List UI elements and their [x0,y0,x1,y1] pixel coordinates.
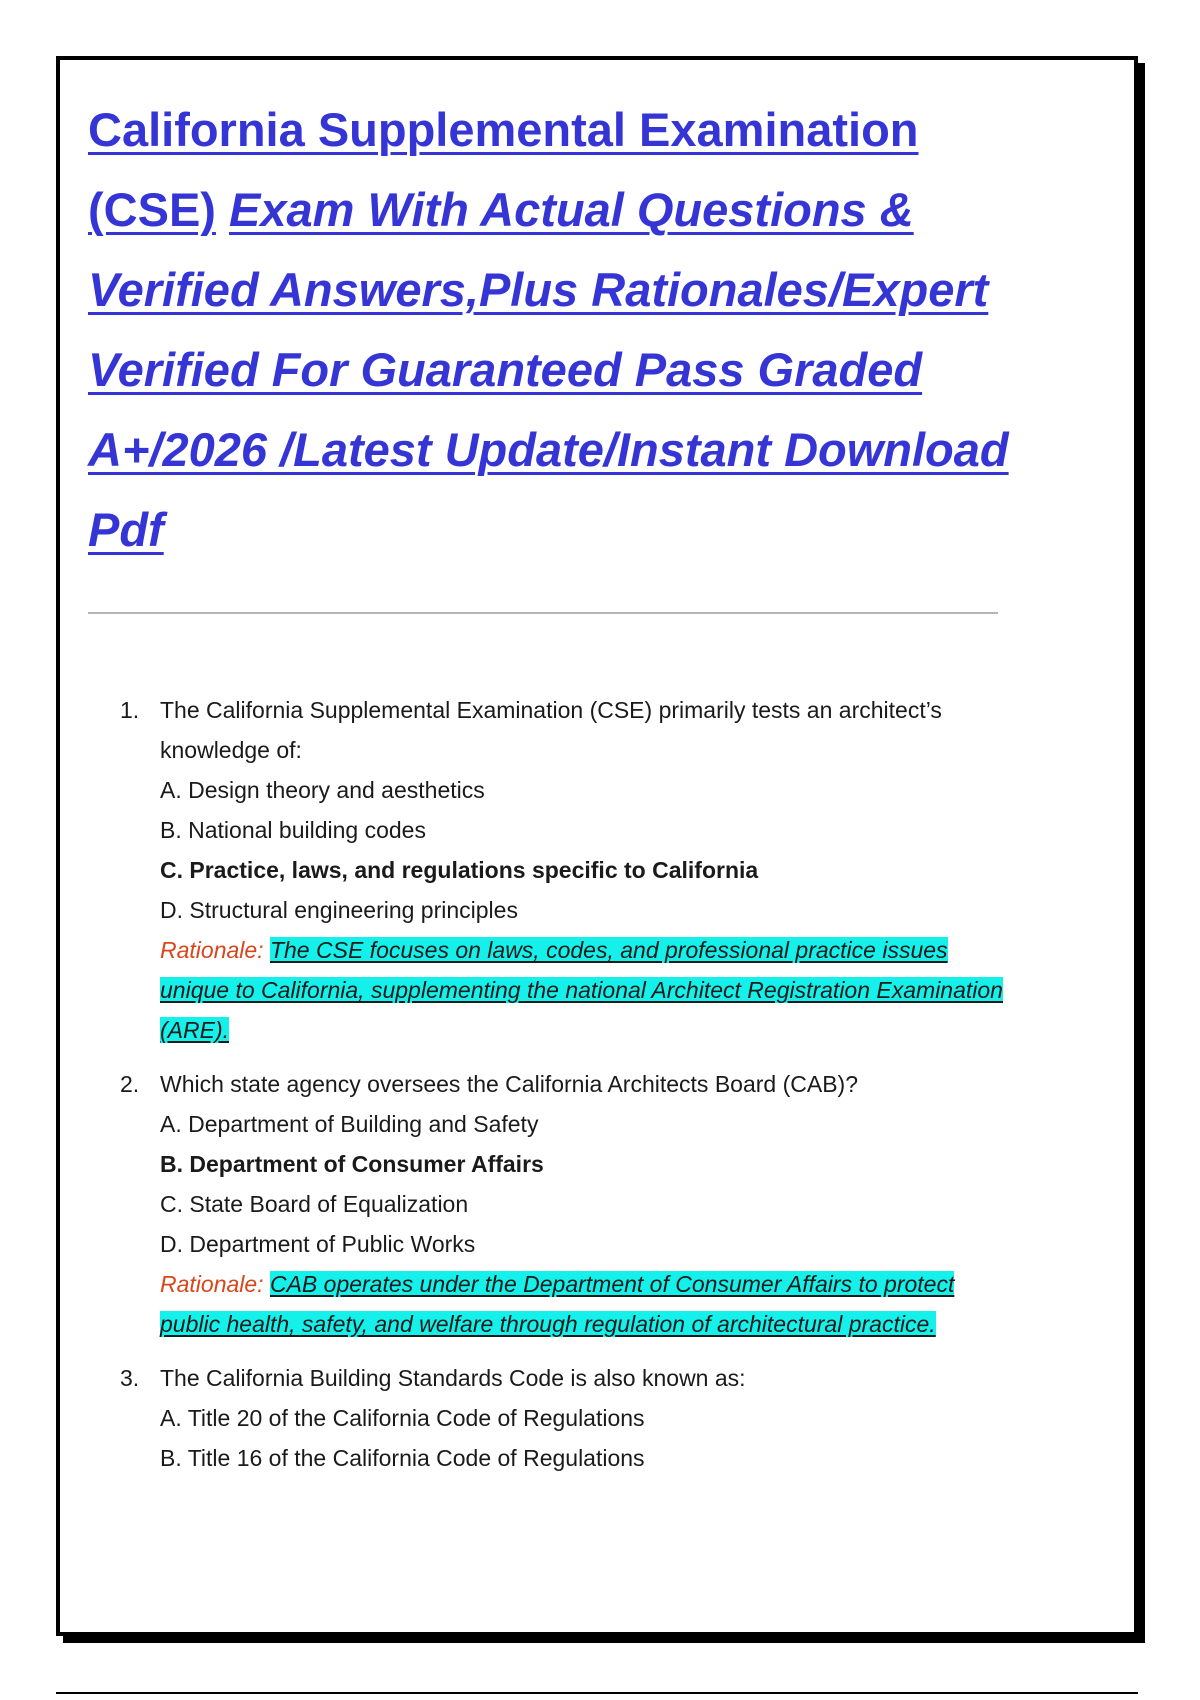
title-part-upright: California Supplemental Examination (CSE) [88,103,919,236]
rationale [160,1264,1018,1344]
question-2 [88,1064,1018,1344]
title-divider [88,612,998,614]
option-a: A. Title 20 of the California Code of Regulations [160,1405,645,1431]
question-3 [88,1358,1018,1478]
question-text: The California Building Standards Code is also known as: [160,1365,746,1391]
title-part-italic: Exam With Actual Questions & Verified Answers,Plus Rationales/Expert Verified For Guaranteed Pass Graded A+/2026 /Latest Update/Instant Download Pdf [88,183,1009,556]
rationale-text: CAB operates under the Department of Consumer Affairs to protect public health, safety, and welfare through regulation of architectural practice. [160,1271,955,1337]
question-number: 1. [120,697,140,723]
option-a: A. Department of Building and Safety [160,1111,539,1137]
question-number: 3. [120,1365,140,1391]
question-text: The California Supplemental Examination (CSE) primarily tests an architect’s knowledge of: [160,697,942,763]
next-page-edge [56,1692,1138,1694]
question-1 [88,690,1018,1050]
question-text: Which state agency oversees the California Architects Board (CAB)? [160,1071,858,1097]
rationale-label: Rationale: [160,937,264,963]
rationale-label: Rationale: [160,1271,264,1297]
document-title [88,90,1028,570]
option-b-correct: B. Department of Consumer Affairs [160,1151,544,1177]
option-c: C. State Board of Equalization [160,1191,469,1217]
option-b: B. Title 16 of the California Code of Regulations [160,1445,645,1471]
option-d: D. Structural engineering principles [160,897,518,923]
option-b: B. National building codes [160,817,426,843]
rationale-text: The CSE focuses on laws, codes, and professional practice issues unique to California, supplementing the national Architect Registration Examination (ARE). [160,937,1003,1043]
option-c-correct: C. Practice, laws, and regulations specific to California [160,857,759,883]
question-number: 2. [120,1071,140,1097]
option-a: A. Design theory and aesthetics [160,777,485,803]
question-list [88,690,1018,1492]
rationale [160,930,1018,1050]
option-d: D. Department of Public Works [160,1231,476,1257]
